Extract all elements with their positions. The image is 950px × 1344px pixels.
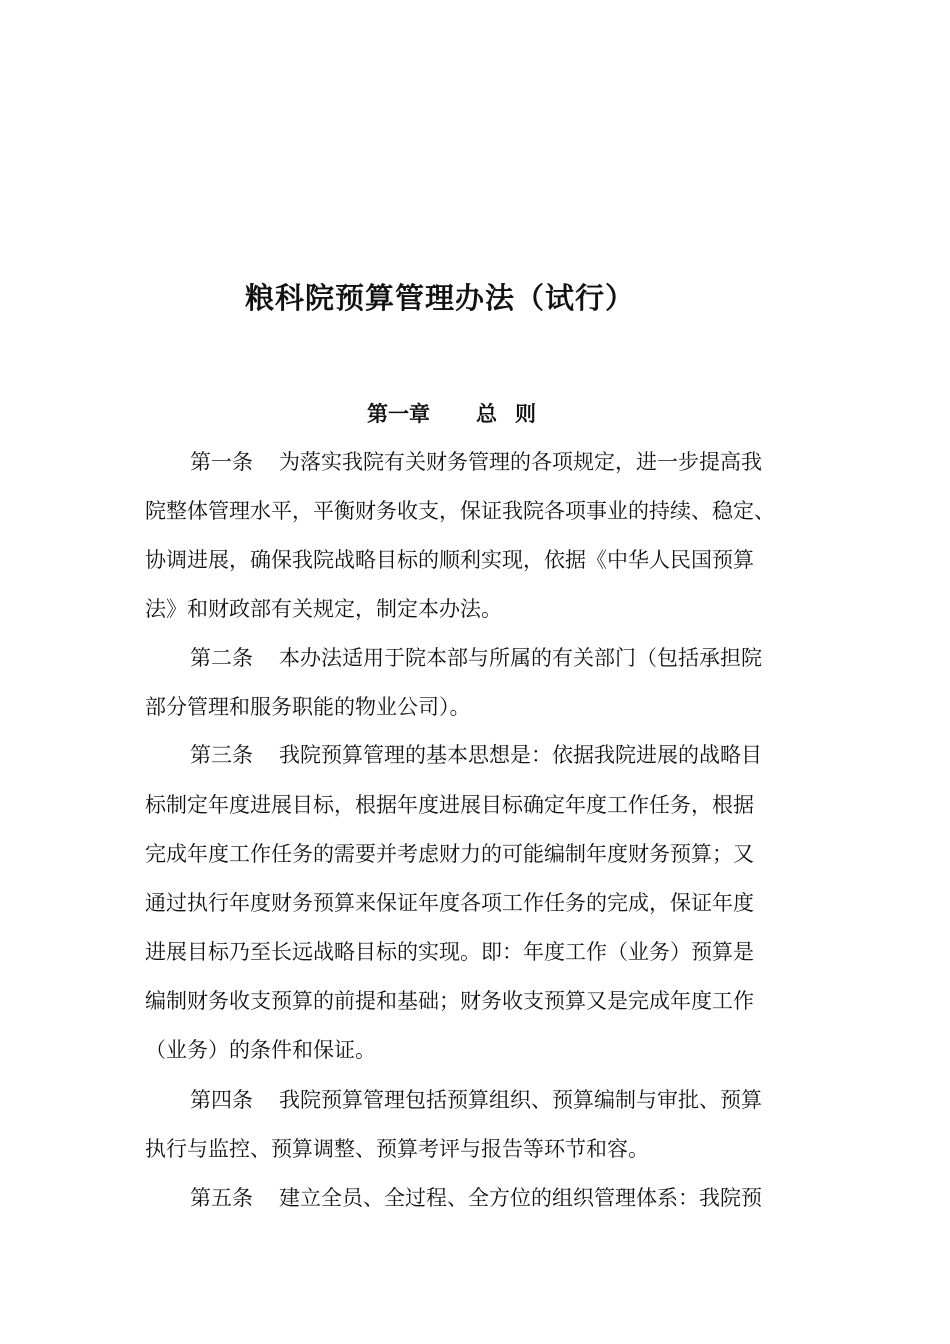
article-label: 第一条 <box>190 450 253 474</box>
article-4-line-2: 执行与监控、预算调整、预算考评与报告等环节和容。 <box>145 1137 649 1161</box>
article-label: 第二条 <box>190 646 253 670</box>
article-label: 第五条 <box>190 1186 253 1210</box>
article-1-line-3: 协调进展，确保我院战略目标的顺利实现，依据《中华人民国预算 <box>145 548 754 572</box>
article-label: 第四条 <box>190 1088 253 1112</box>
article-text: 为落实我院有关财务管理的各项规定，进一步提高我 <box>279 450 762 474</box>
article-3-line-5: 进展目标乃至长远战略目标的实现。即：年度工作（业务）预算是 <box>145 940 754 964</box>
article-text: 我院预算管理的基本思想是：依据我院进展的战略目 <box>279 743 762 767</box>
document-title: 粮科院预算管理办法（试行） <box>244 281 635 315</box>
chapter-name-1: 总 <box>476 402 497 426</box>
article-1-line-4: 法》和财政部有关规定，制定本办法。 <box>145 597 502 621</box>
article-text: 本办法适用于院本部与所属的有关部门（包括承担院 <box>279 646 762 670</box>
article-2-line-2: 部分管理和服务职能的物业公司）。 <box>145 695 471 719</box>
article-1-line-2: 院整体管理水平，平衡财务收支，保证我院各项事业的持续、稳定、 <box>145 499 775 523</box>
article-5-line-1 <box>190 1183 810 1213</box>
article-1-line-1 <box>190 447 810 477</box>
article-2-line-1 <box>190 643 810 673</box>
article-text: 我院预算管理包括预算组织、预算编制与审批、预算 <box>279 1088 762 1112</box>
chapter-number: 第一章 <box>367 402 430 426</box>
article-label: 第三条 <box>190 743 253 767</box>
chapter-heading <box>367 398 536 428</box>
article-3-line-6: 编制财务收支预算的前提和基础；财务收支预算又是完成年度工作 <box>145 989 754 1013</box>
article-4-line-1 <box>190 1085 810 1115</box>
article-text: 建立全员、全过程、全方位的组织管理体系：我院预 <box>279 1186 762 1210</box>
article-3-line-3: 完成年度工作任务的需要并考虑财力的可能编制年度财务预算；又 <box>145 842 754 866</box>
article-3-line-1 <box>190 740 810 770</box>
article-3-line-7: （业务）的条件和保证。 <box>145 1038 376 1062</box>
chapter-name-2: 则 <box>515 402 536 426</box>
article-3-line-2: 标制定年度进展目标，根据年度进展目标确定年度工作任务，根据 <box>145 793 754 817</box>
article-3-line-4: 通过执行年度财务预算来保证年度各项工作任务的完成，保证年度 <box>145 891 754 915</box>
